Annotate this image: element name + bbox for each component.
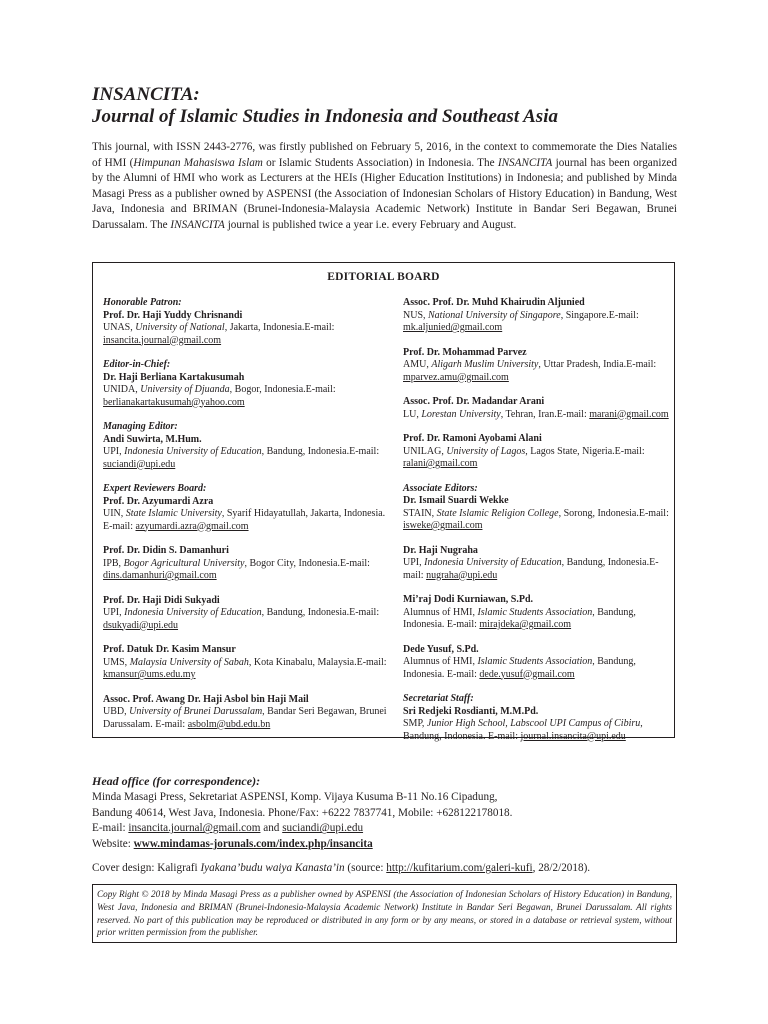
head-office-heading: Head office (for correspondence): — [92, 774, 261, 788]
affiliation-location: , Bogor City, Indonesia. — [244, 557, 340, 569]
board-member-entry — [403, 347, 671, 385]
member-name: Dr. Haji Berliana Kartakusumah — [103, 371, 245, 383]
affiliation-name: State Islamic University — [125, 508, 222, 519]
email-label: E-mail: — [444, 619, 480, 630]
office-website-label: Website: — [92, 838, 134, 851]
affiliation-abbr: UPI, — [103, 446, 125, 457]
copyright-box: Copy Right © 2018 by Minda Masagi Press as a publisher owned by ASPENSI (the Association of Indonesian Scholars of History Education) in Bandung, West Java, Indonesia and BRIMAN (Brunei-Indonesia-Malaysia Academic Network) Institute in Bandar Seri Begawan, Brunei Darussalam. All rights reserved. No part of this publication may be reproduced or distributed in any form or by any means, or stored in a database or retrieval system, without prior written permission from the publisher. — [92, 884, 677, 943]
member-name: Assoc. Prof. Awang Dr. Haji Asbol bin Haji Mail — [103, 693, 309, 705]
affiliation-name: Malaysia University of Sabah — [129, 656, 249, 668]
email-label: E-mail: — [444, 668, 480, 680]
email-label: E-mail: — [103, 520, 136, 532]
affiliation-location: , Bandung, Indonesia. — [403, 606, 636, 630]
affiliation-location: , Bandung, Indonesia. — [261, 607, 350, 618]
member-email-link[interactable]: dins.damanhuri@gmail.com — [103, 570, 217, 581]
member-email-link[interactable]: nugraha@upi.edu — [426, 569, 498, 581]
email-label: E-mail: — [608, 309, 639, 321]
board-role: Honorable Patron: — [103, 297, 182, 308]
board-role: Editor-in-Chief: — [103, 359, 171, 370]
affiliation-name: Bogor Agricultural University — [123, 557, 245, 569]
affiliation-abbr: UNIDA, — [103, 384, 141, 395]
affiliation-location: , Bandung, Indonesia. — [403, 718, 643, 742]
email-label: E-mail: — [556, 408, 590, 420]
cover-label: Cover design: Kaligrafi — [92, 861, 201, 874]
journal-title-line1: INSANCITA: — [92, 84, 200, 105]
affiliation-name: University of Lagos — [446, 445, 526, 457]
office-email-line — [92, 821, 677, 837]
member-name: Prof. Dr. Haji Yuddy Chrisnandi — [103, 309, 243, 321]
email-label: E-mail: — [403, 557, 659, 581]
board-member-entry — [403, 396, 671, 421]
member-affiliation — [403, 446, 671, 471]
email-label: E-mail: — [339, 557, 370, 569]
affiliation-name: Islamic Students Association — [477, 606, 593, 618]
member-name: Prof. Datuk Dr. Kasim Mansur — [103, 644, 236, 655]
affiliation-name: University of Brunei Darussalam — [129, 706, 263, 717]
board-member-entry — [103, 359, 393, 409]
member-affiliation — [103, 706, 393, 731]
board-role: Managing Editor: — [103, 421, 178, 432]
member-email-link[interactable]: ralani@gmail.com — [403, 458, 478, 469]
member-affiliation — [403, 656, 671, 681]
email-label: E-mail: — [626, 359, 657, 370]
member-email-link[interactable]: mirajdeka@gmail.com — [479, 619, 572, 630]
member-name: Prof. Dr. Ramoni Ayobami Alani — [403, 433, 542, 444]
affiliation-name: State Islamic Religion College — [436, 507, 559, 519]
intro-text-4: journal is published twice a year i.e. every February and August. — [224, 218, 517, 231]
board-role: Expert Reviewers Board: — [103, 483, 207, 494]
affiliation-abbr: NUS, — [403, 309, 429, 321]
intro-italic-1: Himpunan Mahasiswa Islam — [133, 156, 263, 169]
office-email-label: E-mail: — [92, 822, 129, 835]
office-website-link[interactable]: www.mindamas-jorunals.com/index.php/insancita — [133, 838, 373, 851]
affiliation-location: , Singapore. — [560, 309, 609, 321]
affiliation-abbr: UNILAG, — [403, 445, 447, 457]
board-member-entry — [403, 433, 671, 471]
email-label: E-mail: — [152, 718, 188, 730]
board-member-entry — [103, 545, 393, 583]
affiliation-location: , Bandung, Indonesia. — [403, 656, 636, 680]
member-name: Prof. Dr. Didin S. Damanhuri — [103, 545, 229, 556]
board-column-left — [103, 297, 393, 743]
member-affiliation — [103, 446, 393, 471]
member-name: Dede Yusuf, S.Pd. — [403, 643, 479, 655]
member-affiliation — [103, 558, 393, 583]
office-email-link-1[interactable]: insancita.journal@gmail.com — [128, 822, 261, 835]
cover-source-label: (source: — [344, 861, 387, 874]
email-label: E-mail: — [614, 445, 645, 457]
member-affiliation — [403, 359, 671, 384]
member-affiliation — [103, 657, 393, 682]
board-member-entry — [103, 694, 393, 732]
affiliation-name: Indonesia University of Education — [124, 607, 262, 618]
email-label: E-mail: — [485, 730, 521, 742]
member-name: Prof. Dr. Mohammad Parvez — [403, 346, 527, 358]
member-email-link[interactable]: asbolm@ubd.edu.bn — [187, 718, 271, 730]
email-label: E-mail: — [305, 384, 336, 395]
board-member-entry — [103, 644, 393, 682]
affiliation-name: Islamic Students Association — [477, 656, 593, 667]
member-email-link[interactable]: mparvez.amu@gmail.com — [403, 371, 509, 383]
member-name: Sri Redjeki Rosdianti, M.M.Pd. — [403, 705, 539, 717]
cover-source-link[interactable]: http://kufitarium.com/galeri-kufi — [386, 861, 533, 874]
member-email-link[interactable]: kmansur@ums.edu.my — [103, 669, 196, 680]
affiliation-name: Indonesia University of Education — [424, 557, 562, 568]
board-member-entry — [403, 297, 671, 335]
member-affiliation — [403, 508, 671, 533]
board-member-entry — [103, 483, 393, 533]
board-member-entry — [403, 483, 671, 533]
member-affiliation — [403, 310, 671, 335]
journal-title-line2: Journal of Islamic Studies in Indonesia and Southeast Asia — [92, 106, 558, 127]
board-member-entry — [403, 545, 671, 583]
intro-italic-3: INSANCITA — [170, 218, 225, 231]
member-email-link[interactable]: iswekе@gmail.com — [403, 520, 483, 531]
affiliation-location: , Bandung, Indonesia. — [561, 557, 650, 568]
affiliation-abbr: UIN, — [103, 508, 126, 519]
affiliation-abbr: LU, — [403, 408, 422, 420]
member-email-link[interactable]: dede.yusuf@gmail.com — [479, 668, 575, 680]
member-name: Assoc. Prof. Dr. Madandar Arani — [403, 396, 545, 407]
member-affiliation — [103, 322, 393, 347]
affiliation-abbr: SMP, — [403, 718, 427, 729]
affiliation-abbr: UPI, — [103, 607, 125, 618]
affiliation-name: University of Djuanda — [140, 384, 230, 395]
board-member-entry — [403, 594, 671, 632]
board-column-right — [403, 297, 671, 755]
affiliation-name: National University of Singapore — [428, 309, 561, 321]
affiliation-name: Lorestan University — [421, 408, 501, 420]
affiliation-name: Aligarh Muslim University — [431, 359, 539, 370]
intro-italic-2: INSANCITA — [497, 156, 553, 169]
member-email-link[interactable]: mk.aljunied@gmail.com — [403, 322, 503, 333]
member-affiliation — [103, 384, 393, 409]
member-affiliation — [403, 718, 671, 743]
member-name: Prof. Dr. Haji Didi Sukyadi — [103, 594, 220, 606]
affiliation-abbr: UBD, — [103, 706, 130, 717]
member-name: Dr. Ismail Suardi Wekke — [403, 495, 509, 506]
member-name: Prof. Dr. Azyumardi Azra — [103, 495, 214, 507]
member-email-link[interactable]: azyumardi.azra@gmail.com — [135, 520, 249, 532]
affiliation-abbr: Alumnus of HMI, — [403, 606, 478, 618]
head-office — [92, 774, 677, 877]
member-email-link[interactable]: suciandi@upi.edu — [103, 458, 176, 470]
member-name: Assoc. Prof. Dr. Muhd Khairudin Aljunied — [403, 297, 585, 308]
cover-title: Iyakana’budu waiya Kanasta’in — [200, 861, 345, 874]
member-email-link[interactable]: journal.insancita@upi.edu — [520, 730, 626, 742]
affiliation-location: , Sorong, Indonesia. — [558, 507, 639, 519]
affiliation-location: , Bandar Seri Begawan, Brunei Darussalam. — [103, 706, 387, 730]
cover-date: , 28/2/2018). — [532, 861, 591, 874]
member-affiliation — [403, 409, 671, 422]
affiliation-location: , Bandung, Indonesia. — [261, 446, 350, 457]
email-label: E-mail: — [349, 607, 380, 618]
office-address-line1: Minda Masagi Press, Sekretariat ASPENSI, Komp. Vijaya Kusuma B-11 No.16 Cipadung, — [92, 790, 498, 803]
member-email-link[interactable]: berlianakartakusumah@yahoo.com — [103, 396, 245, 408]
office-email-and: and — [260, 822, 283, 835]
member-name: Mi’raj Dodi Kurniawan, S.Pd. — [403, 594, 534, 605]
journal-title — [92, 84, 677, 128]
affiliation-location: , Lagos State, Nigeria. — [525, 445, 615, 457]
affiliation-name: University of National — [135, 322, 225, 333]
affiliation-location: , Kota Kinabalu, Malaysia. — [248, 656, 357, 668]
office-website-line — [92, 837, 677, 853]
intro-text-3: journal has been organized by the Alumni of HMI who work as Lecturers at the HEIs (Higher Education Institutions) in Indonesia; and published by Minda Masagi Press as a publisher owned by ASPENSI (the Association of Indonesian Scholars of History Education) in Bandung, West Java, Indonesia and BRIMAN (Brunei-Indonesia-Malaysia Academic Network) Institute in Bandar Seri Begawan, Brunei Darussalam. The — [92, 156, 677, 231]
affiliation-abbr: IPB, — [103, 557, 124, 569]
affiliation-location: , Bogor, Indonesia. — [229, 384, 306, 395]
affiliation-abbr: STAIN, — [403, 507, 437, 519]
office-email-link-2[interactable]: suciandi@upi.edu — [282, 822, 364, 835]
email-label: E-mail: — [304, 322, 335, 333]
affiliation-name: Junior High School, Labscool UPI Campus of Cibiru — [426, 718, 641, 729]
email-label: E-mail: — [638, 507, 669, 519]
board-member-entry — [103, 297, 393, 347]
affiliation-abbr: UPI, — [403, 557, 425, 568]
affiliation-abbr: AMU, — [403, 359, 432, 370]
board-member-entry — [403, 644, 671, 682]
journal-info-page — [92, 84, 677, 938]
intro-text-1: This journal, with ISSN 2443-2776, was firstly published on February 5, 2016, in the context to commemorate the Dies Natalies of HMI ( — [92, 141, 677, 169]
editorial-board-title: EDITORIAL BOARD — [327, 271, 440, 283]
member-email-link[interactable]: dsukyadi@upi.edu — [103, 619, 179, 631]
affiliation-abbr: UNAS, — [103, 322, 136, 333]
office-address-line2: Bandung 40614, West Java, Indonesia. Phone/Fax: +6222 7837741, Mobile: +628122178018. — [92, 806, 513, 819]
email-label: E-mail: — [349, 446, 380, 457]
member-name: Dr. Haji Nugraha — [403, 544, 478, 556]
affiliation-abbr: UMS, — [103, 656, 130, 668]
member-affiliation — [103, 607, 393, 632]
member-email-link[interactable]: insancita.journal@gmail.com — [103, 334, 222, 346]
member-affiliation — [403, 607, 671, 632]
affiliation-location: , Syarif Hidayatullah, Jakarta, Indonesia. — [221, 508, 386, 519]
email-label: E-mail: — [356, 656, 387, 668]
member-name: Andi Suwirta, M.Hum. — [103, 433, 202, 445]
member-email-link[interactable]: marani@gmail.com — [589, 408, 669, 420]
board-member-entry — [403, 693, 671, 743]
editorial-board-box — [92, 262, 675, 742]
board-role: Associate Editors: — [403, 482, 478, 494]
affiliation-location: , Jakarta, Indonesia. — [224, 322, 305, 333]
affiliation-location: , Uttar Pradesh, India. — [538, 359, 627, 370]
affiliation-location: , Tehran, Iran. — [500, 408, 557, 420]
board-member-entry — [103, 595, 393, 633]
intro-text-2: or Islamic Students Association) in Indonesia. The — [262, 156, 498, 169]
intro-paragraph — [92, 140, 677, 234]
board-member-entry — [103, 421, 393, 471]
member-affiliation — [103, 508, 393, 533]
cover-design-line — [92, 861, 677, 877]
affiliation-abbr: Alumnus of HMI, — [403, 656, 478, 667]
affiliation-name: Indonesia University of Education — [124, 446, 262, 457]
board-role: Secretariat Staff: — [403, 693, 474, 704]
member-affiliation — [403, 557, 671, 582]
